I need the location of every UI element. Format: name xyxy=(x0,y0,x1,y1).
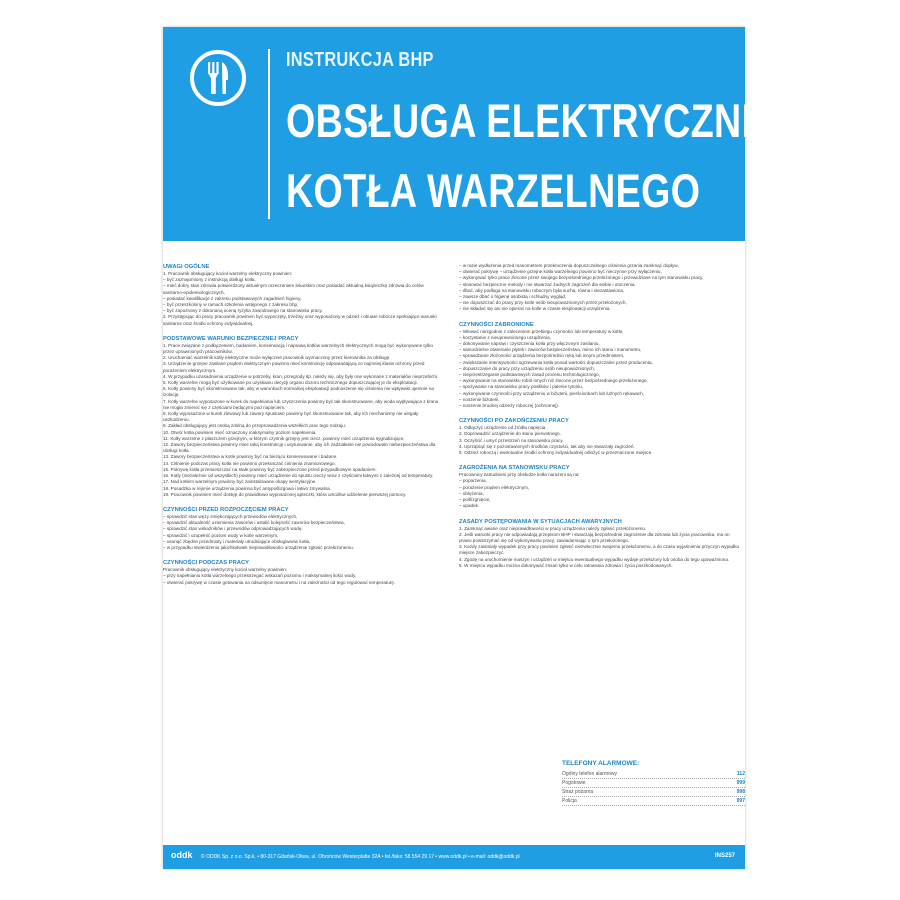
section-item: 8. Kotły wyposażone w kurek zlewowy lub zawory spustowe powinny być skonstruowane tak, aby ich mechanizmy nie ulegały uszkodzeniu. xyxy=(163,411,419,423)
document-code: INS257 xyxy=(714,853,735,859)
section-item: 9. Zakład obsługujący jest osobą zdolną do przeprowadzenia wszelkich prac tego rodzaju. xyxy=(163,423,347,429)
section-item: – mieć dobry stan zdrowia potwierdzony aktualnym orzeczeniem lekarskim oraz posiadać aktualną książeczkę zdrowia do celów sanitarno-epidemiologicznych, xyxy=(163,283,424,295)
section-item: 2. Doprowadzić urządzenie do stanu pierwotnego. xyxy=(459,431,561,437)
left-column xyxy=(163,263,445,594)
header-banner xyxy=(163,27,827,241)
section-item: 18. Posadzka w rejonie urządzenia powinna być antypoślizgowa i łatwo zmywalna. xyxy=(163,485,332,491)
section xyxy=(459,464,741,509)
section-item: – otwierać pokrywę w czasie gotowania na odsunięcie manometru i na zależności od tego regulować temperaturę. xyxy=(163,579,396,585)
section-item: – spożywanie na stanowisku pracy posiłków i palenie tytoniu, xyxy=(459,384,584,390)
phone-number: 112 xyxy=(736,771,745,777)
section xyxy=(459,263,741,313)
section-item: 19. Pracownik powinien mieć dostęp do prawidłowo wyposażonej apteczki, która umożliwi udzielenie pierwszej pomocy. xyxy=(163,491,407,497)
section-item: – oblężenia, xyxy=(459,490,484,496)
section-item: – sprawdzić stan węży zmiękczających przewodów elektrycznych, xyxy=(163,513,298,519)
section-item: – nie dopuszczać do pracy przy kotle osób nieupoważnionych przez przełożonych, xyxy=(459,300,627,306)
section-item: – przy napełnianiu kotła warzelnego przestrzegać wskazań poziomu i maksymalnej ilości wody, xyxy=(163,573,357,579)
phone-number: 998 xyxy=(736,789,745,795)
section-item: – w przypadku stwierdzenia jakichkolwiek nieprawidłowości urządzenie zgłosić przełożonemu. xyxy=(163,544,354,550)
section xyxy=(163,335,445,498)
document-kicker: INSTRUKCJA BHP xyxy=(286,49,434,71)
section xyxy=(163,559,445,586)
phone-row xyxy=(562,797,745,806)
section-item: – sprawdzić i uzupełnić poziom wody w kotle warzelnym, xyxy=(163,532,279,538)
page-title-line-2: KOTŁA WARZELNEGO xyxy=(286,164,701,217)
section-item: – sprawdzić stan wskaźników i przewodów odprowadzających wodę, xyxy=(163,526,303,532)
section-heading: CZYNNOŚCI PODCZAS PRACY xyxy=(163,560,249,567)
section-item: 6. Kotły powinny być skonstruowane tak, aby w warunkach normalnej eksploatacji podnoszenie się ciśnienia nie wpływało ujemnie na izolację. xyxy=(163,386,434,398)
footer-bar xyxy=(163,845,745,869)
section-item: 15. Pokrywę kotła przemieszczać na stałe powinny być zabezpieczone przed przypadkowym opadaniem. xyxy=(163,466,377,472)
section-item: 7. Kotły warzelne wyposażone w kurek do napełniania lub czyszczenia powinny być tak skonstruowane, aby woda wypływająca z kranu nie mogła zmienić się z częściami będącymi pod napięciem. xyxy=(163,398,439,410)
section-item: – wykonywanie czynności przy urządzeniu w biżuterii, pierścionkach lub luźnych rękawach, xyxy=(459,390,645,396)
phone-label: Pogotowie xyxy=(562,780,586,786)
section-item: – zwiększanie intensywności ogrzewania kotła ponad wartości dopuszczalne przez producenta, xyxy=(459,359,653,365)
section-item: 16. Kotły (niezależnie od wszystkich) powinny mieć urządzenie do spustu cieczy wraz z częściami łatwymi z zależnej od temperatury. xyxy=(163,473,434,479)
section-item: – zawsze dbać o higienę osobistą i schludny wygląd, xyxy=(459,294,567,300)
section-item: 13. Zawory bezpieczeństwa w kotle powinny być na bieżąco konserwowane i badane. xyxy=(163,454,338,460)
section xyxy=(163,506,445,551)
alarm-phones-box xyxy=(562,760,745,806)
section-item: 2. Przystępując do pracy pracownik powinien być wypoczęty, trzeźwy oraz wyposażony w odzież i obuwie robocze spełniające warunki sanitarne oraz środki ochrony indywidualnej. xyxy=(163,314,437,326)
section-item: 3. Każdy zaistniały wypadek przy pracy powinien zgłosić niezwłocznie swojemu przełożonemu, a do czasu wyjaśnienia przyczyn wypadku miejsce zabezpieczyć. xyxy=(459,544,740,556)
section-item: – usunąć zbędne przedmioty i materiały utrudniające obsługiwanie kotła, xyxy=(163,538,311,544)
section-item: 4. W przypadku uzasadnienia urządzenie w potrzeby, kran, przegrody itp. należy się, aby były one wykonane z materiałów nieprzebichi. xyxy=(163,373,439,379)
footer-text: © ODDK Sp. z o.o. Sp.k. • 80-317 Gdańsk-Oliwa, ul. Obrońców Westerplatte 32A • tel./faks: 58 554 29 17 • www.oddk.pl • e-mail: oddk@oddk.pl xyxy=(201,854,520,860)
section-item: 17. Nad kotłem warzelnym powinny być zainstalowane okapy wentylacyjne. xyxy=(163,479,317,485)
header-divider xyxy=(268,49,270,219)
section xyxy=(459,417,741,456)
section-heading: CZYNNOŚCI PRZED ROZPOCZĘCIEM PRACY xyxy=(163,506,289,513)
section-item: – poślizgnięcie, xyxy=(459,497,491,503)
section-item: – dopuszczanie do pracy przy urządzeniu osób nieupoważnionych, xyxy=(459,365,596,371)
section-item: 2. Uruchamiać warzelnik kotły elektryczne może wyłącznie pracownik wyznaczony przez kierownika za obsługę. xyxy=(163,355,391,361)
section-heading: UWAGI OGÓLNE xyxy=(163,264,210,270)
phone-label: Policja xyxy=(562,798,577,804)
section-item: 3. Oczyścić i umyć przestrzeń na stanowisku pracy. xyxy=(459,437,564,443)
section-item: 12. Zawory bezpieczeństwa powinny mieć taką konstrukcję i usytuowanie, aby ich zadziałanie nie powodowało niebezpieczeństwa dla obsługi kotła. xyxy=(163,442,436,454)
section-item: 5. W miejscu wypadku można dokonywać zmian tylko w celu ratowania zdrowia i życia poszkodowanych. xyxy=(459,562,673,568)
section-item: – upadek. xyxy=(459,503,480,509)
section-item: 5. Odzież roboczą i ewentualne środki ochrony indywidualnej odłożyć w przeznaczone miejsce. xyxy=(459,450,653,456)
section-item: – korzystanie z nieuprawnionego urządzenia, xyxy=(459,334,551,340)
page-title-line-1: OBSŁUGA ELEKTRYCZNEGO xyxy=(286,94,827,147)
section-item: – stosować bezpieczne metody i nie stwarzać żadnych zagrożeń dla siebie i otoczenia, xyxy=(459,281,636,287)
section-item: 1. Pracownik obsługujący kocioł warzelny elektryczny powinien: xyxy=(163,271,293,276)
alarm-phones-title: TELEFONY ALARMOWE: xyxy=(562,760,640,767)
fork-knife-icon xyxy=(190,50,246,106)
phone-label: Straż pożarna xyxy=(562,789,594,795)
section-item: – noszenie brudnej odzieży roboczej (ochronnej). xyxy=(459,403,560,409)
section-item: – porażenie prądem elektrycznym, xyxy=(459,484,530,490)
section-item: – dokonywanie napraw i czyszczenia kotła przy włączonym zasilaniu, xyxy=(459,341,600,347)
section-item: – sprawdzanie złożoności urządzenia bezpośrednio ręką lub innym przedmiotem, xyxy=(459,353,625,359)
section-item: 1. Prace związane z podłączeniem, badaniem, konserwacją i naprawą kotłów warzelnych elektrycznych mogą być wykonywane tylko przez uprawnionych pracowników. xyxy=(163,342,433,355)
section-heading: CZYNNOŚCI PO ZAKOŃCZENIU PRACY xyxy=(459,418,569,425)
section-item: 4. Uprzątnąć się z pozostawionych środków czystości, tak aby nie stwarzały zagrożeń. xyxy=(459,443,635,449)
section-item: Pracownicy zatrudnieni przy obsłudze kotła narażeni są na: xyxy=(459,472,580,478)
section-item: 1. Zamknąć awarie oraz nieprawidłowości w pracy urządzenia należy zgłosić przełożonemu. xyxy=(459,525,647,531)
section-item: – sprawdzić aktualność uziemienia zaworów i ustalić kolejność zaworów bezpieczeństwa, xyxy=(163,520,345,526)
section-item: – być przeszkolony w ramach szkolenia wstępnego z zakresu bhp, xyxy=(163,302,299,308)
section-item: – dbać, aby podłoga na stanowisku roboczym była sucha, równa i niezastawiona, xyxy=(459,287,625,293)
section-item: 14. Ciśnienie podczas pracy kotła nie powinno przekraczać ciśnienia znamionowego. xyxy=(163,460,336,466)
phone-row xyxy=(562,788,745,797)
section-item: – samodzielne otwieranie płytek i zaworów bezpieczeństwa, mimo ich stanu i manometru, xyxy=(459,347,642,353)
section-item: Pracownik obsługujący elektryczny kocioł warzelny powinien: xyxy=(163,567,288,573)
phone-row xyxy=(562,770,745,779)
phone-row xyxy=(562,779,745,788)
section-heading: CZYNNOŚCI ZABRONIONE xyxy=(459,321,534,328)
section-item: 4. Zgodę na uruchomienie maszyn i urządzeń w miejscu ewentualnego wypadku wydaje przełożony lub osoba do tego upoważniona. xyxy=(459,556,730,562)
section-item: 2. Jeśli warunki pracy nie odpowiadają przepisom BHP i stwarzają bezpośrednie zagrożenie dla zdrowia lub życia pracownika, ma on prawo powstrzymać się od wykonywania pracy, zawiadamiając o tym przełożonego. xyxy=(459,531,730,543)
footer-logo: oddk xyxy=(171,850,193,860)
section-item: – wykonywać tylko prace zlecone przez swojego bezpośredniego przełożonego i przewidziane na tym stanowisku pracy, xyxy=(459,275,704,281)
phone-number: 999 xyxy=(736,780,745,786)
section-item: – nie składać się ani nie opierać na kotle w czasie eksploatacji urządzenia. xyxy=(459,306,611,312)
section-item: 1. Odłączyć urządzenie od źródła napięcia. xyxy=(459,425,547,431)
right-column xyxy=(459,263,741,577)
section xyxy=(459,321,741,410)
section-item: – posiadać kwalifikacje z zakresu podstawowych zagadnień higieny, xyxy=(163,295,302,301)
section xyxy=(163,263,445,327)
section-heading: ZASADY POSTĘPOWANIA W SYTUACJACH AWARYJNYCH xyxy=(459,518,622,525)
section xyxy=(459,518,741,569)
section-item: – w razie wydłużenia przed manometrem przekroczenia dopuszczalnego ciśnienia grzania zamknąć dopływ, xyxy=(459,263,679,268)
section-item: 10. Otwór kotła powinien mieć oznaczony maksymalny poziom napełnienia. xyxy=(163,429,317,435)
section-item: – otwierać pokrywę – urządzenie grzejne kotła warzelnego powinno być nieczynne przy wyłączeniu, xyxy=(459,269,662,275)
section-item: 11. Kotły warzelne z płaszczem grzejnym, w którym czynnik grzejny jest ciecz, powinny mieć urządzenia sygnalizujące. xyxy=(163,435,405,441)
section-heading: PODSTAWOWE WARUNKI BEZPIECZNEJ PRACY xyxy=(163,335,299,342)
section-item: 3. Urządzenie grzejne zasilane prądem elektrycznym powinno mieć konstrukcję odpowiadającą co najmniej klasie ochrony przed porażeniem elektrycznym. xyxy=(163,361,425,373)
section-item: – nieprzestrzeganie podstawowych zasad procesu technologicznego, xyxy=(459,372,600,378)
section-item: – być zapoznany z dokonaną oceną ryzyka zawodowego na stanowisku pracy. xyxy=(163,308,323,314)
section-item: – poparzenia, xyxy=(459,478,487,484)
section-item: – być zaznajomiony z instrukcją obsługi kotła, xyxy=(163,277,256,283)
phone-label: Ogólny telefon alarmowy xyxy=(562,771,618,777)
section-item: – Wlewać niezgodnie z zaleceniem przebiegu czynności lub temperatury w kotle, xyxy=(459,328,624,334)
section-item: 5. Kotły warzelne mogą być użytkowane po uzyskaniu decyzji organu dozoru technicznego dopuszczającej je do eksploatacji. xyxy=(163,380,418,386)
section-heading: ZAGROŻENIA NA STANOWISKU PRACY xyxy=(459,465,570,472)
section-item: – wykonywanie na stanowisku robót innych niż zlecone przez bezpośredniego przełożonego, xyxy=(459,378,648,384)
section-item: – noszenie biżuterii, xyxy=(459,396,500,402)
phone-number: 997 xyxy=(736,798,745,804)
instruction-sheet xyxy=(163,27,827,869)
